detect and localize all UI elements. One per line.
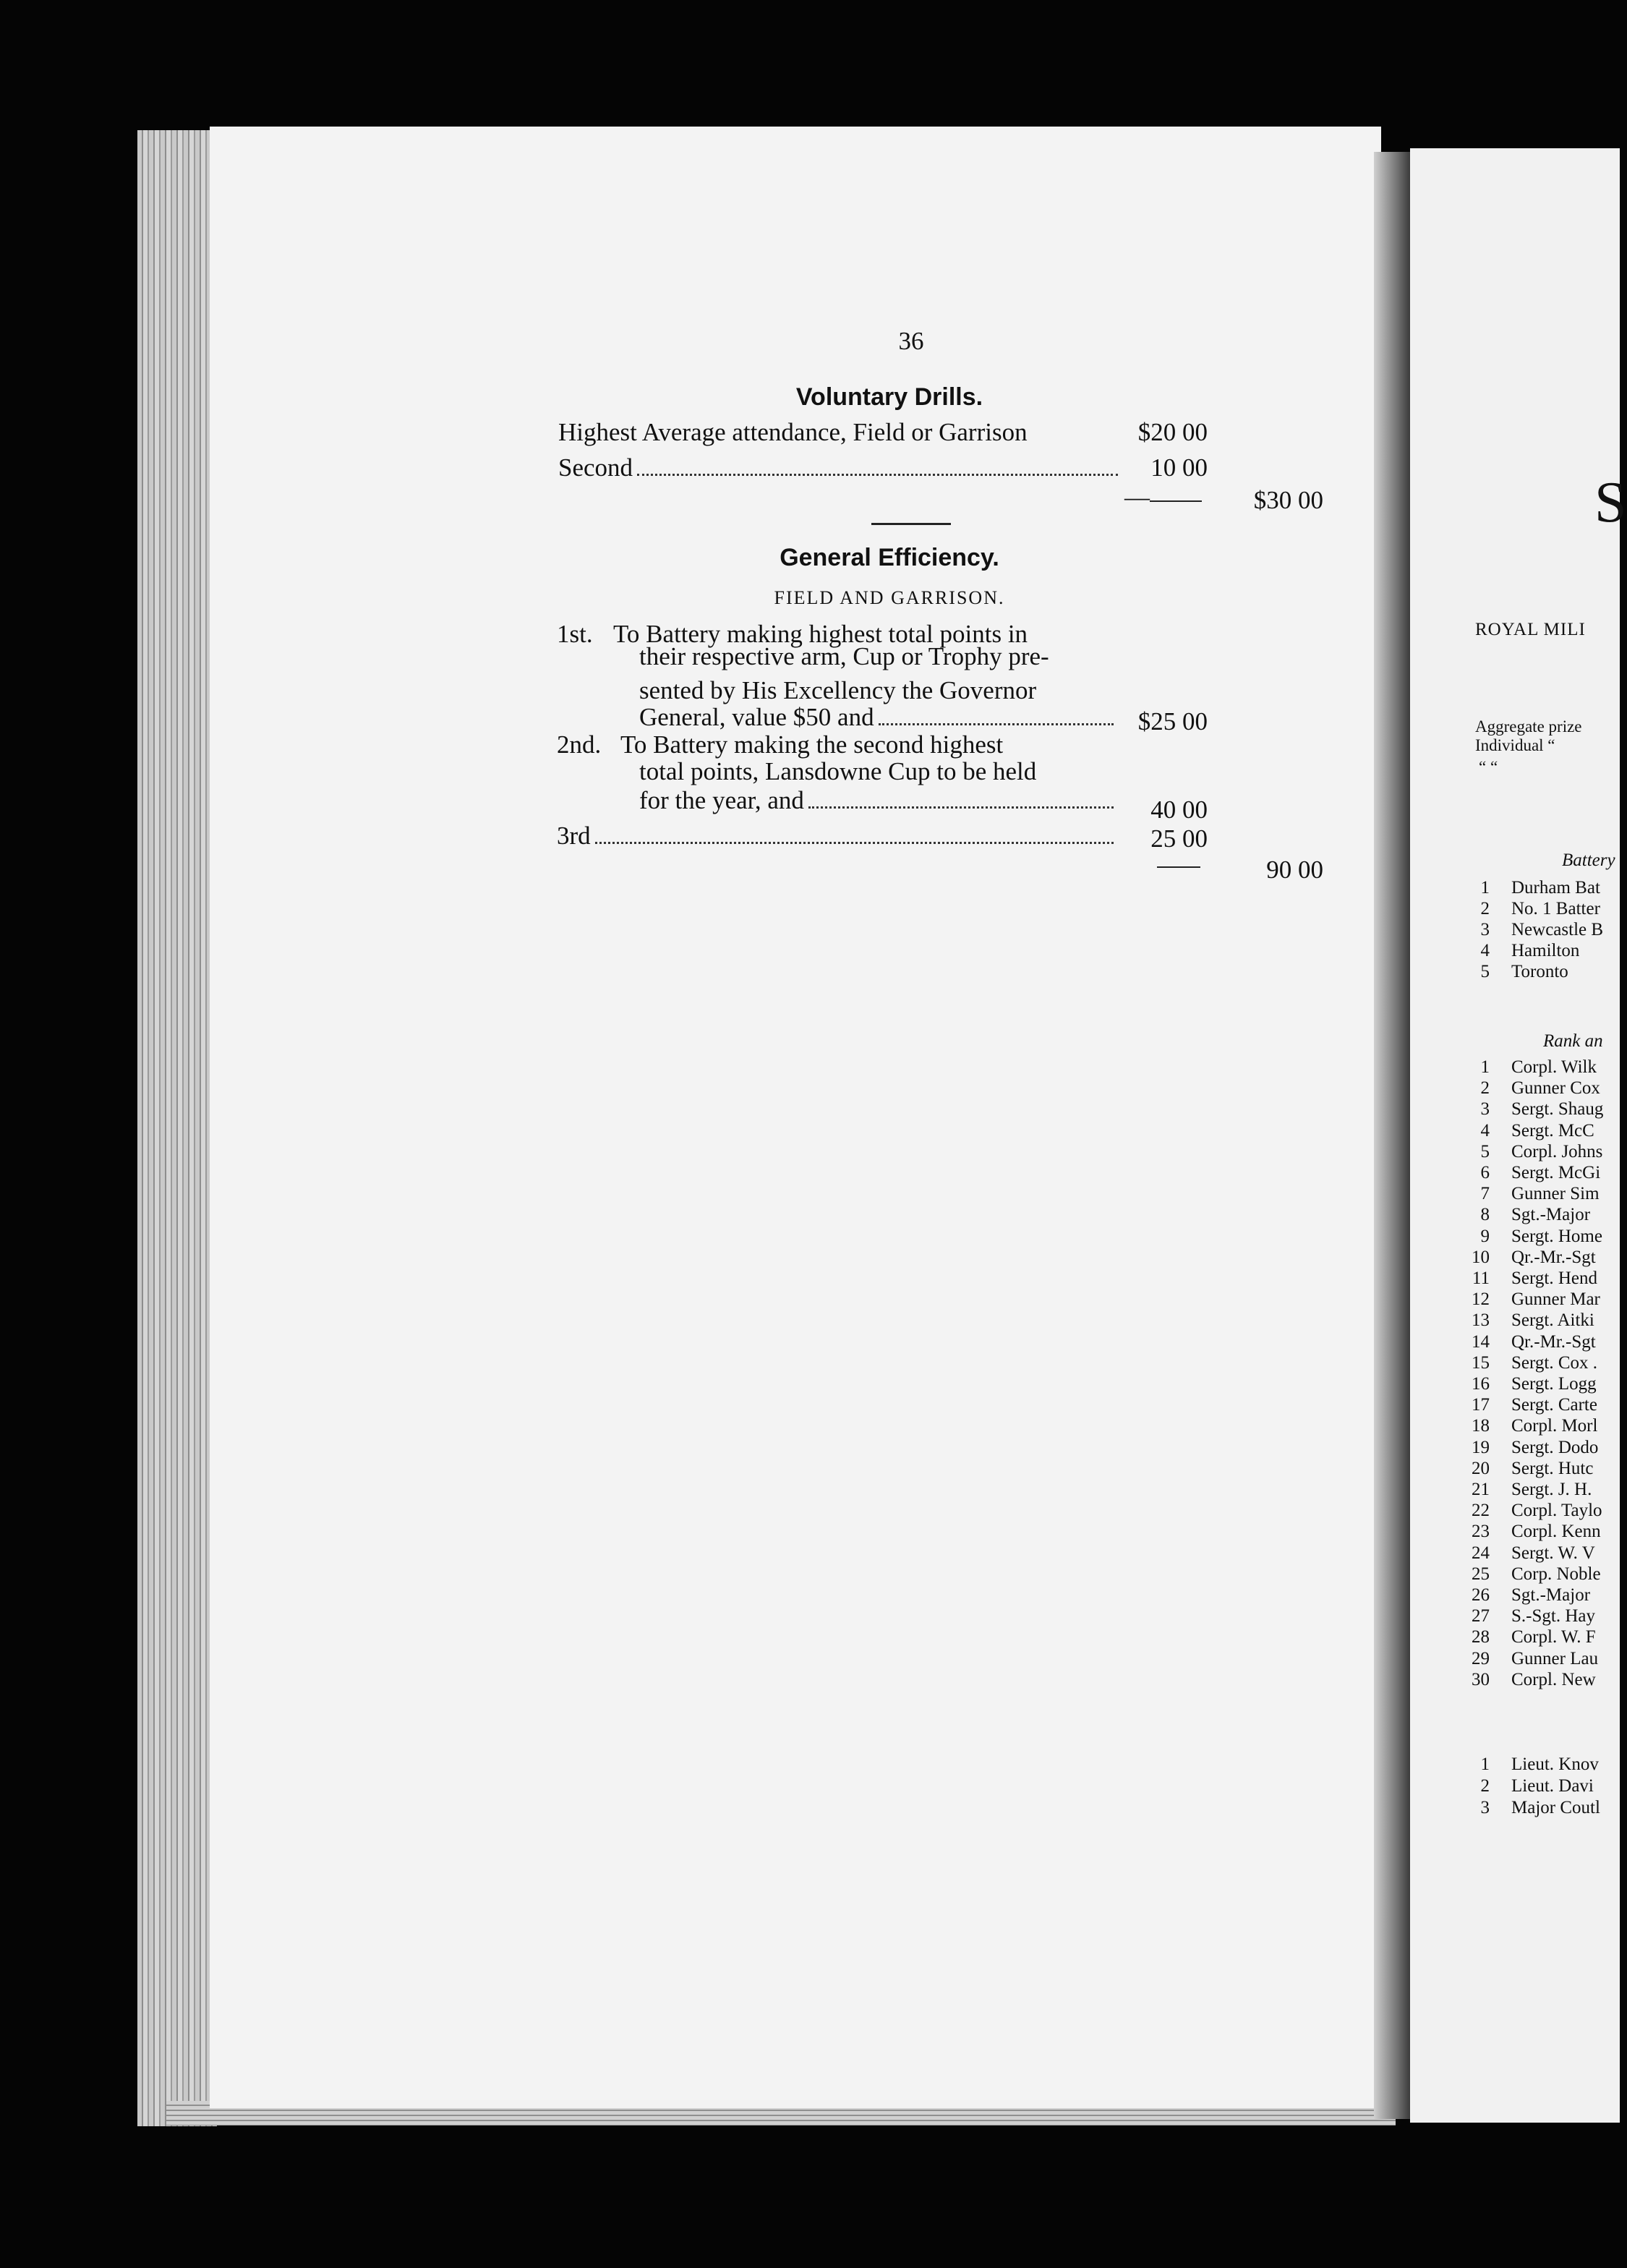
row-name: Sgt.-Major <box>1511 1585 1591 1605</box>
page-number: 36 <box>898 327 924 355</box>
second-line-1: To Battery making the second highest <box>620 730 1004 759</box>
first-line-2: their respective arm, Cup or Trophy pre- <box>639 642 1049 670</box>
aggregate-prize-label: Aggregate prize <box>1475 717 1582 736</box>
right-page-heading: ROYAL MILI <box>1475 620 1586 639</box>
second-amount: 10 00 <box>1150 453 1208 482</box>
row-name: Gunner Cox <box>1511 1078 1600 1099</box>
row-name: Major Coutl <box>1511 1798 1600 1817</box>
attendance-line: Highest Average attendance, Field or Garrison <box>558 418 1028 446</box>
row-number: 5 <box>1480 962 1490 981</box>
second-line-3 <box>639 786 1118 815</box>
second-line <box>558 453 1122 482</box>
row-name: Sergt. Aitki <box>1511 1310 1594 1331</box>
row-number: 20 <box>1472 1458 1490 1478</box>
row-number: 21 <box>1472 1480 1490 1499</box>
row-number: 2 <box>1480 899 1490 918</box>
row-number: 12 <box>1472 1289 1490 1310</box>
row-name: Sergt. Hend <box>1511 1269 1597 1288</box>
row-number: 6 <box>1480 1163 1490 1182</box>
row-number: 19 <box>1472 1437 1490 1457</box>
second-line-2: total points, Lansdowne Cup to be held <box>639 757 1037 785</box>
row-number: 22 <box>1472 1501 1490 1521</box>
row-name: No. 1 Batter <box>1511 899 1600 918</box>
dot-leader <box>879 723 1114 725</box>
first-amount: $25 00 <box>1137 707 1208 736</box>
row-number: 23 <box>1472 1522 1490 1542</box>
row-number: 5 <box>1480 1141 1490 1161</box>
row-number: 29 <box>1472 1648 1490 1668</box>
row-name: Sergt. Logg <box>1511 1374 1597 1394</box>
row-name: Durham Bat <box>1511 878 1600 898</box>
row-number: 15 <box>1472 1352 1490 1373</box>
row-number: 2 <box>1480 1078 1490 1099</box>
row-number: 3 <box>1480 1099 1490 1120</box>
row-name: Hamilton <box>1511 941 1580 960</box>
attendance-amount: $20 00 <box>1137 418 1208 446</box>
general-efficiency-title: General Efficiency. <box>780 544 999 571</box>
row-number: 3 <box>1480 920 1490 939</box>
row-name: Qr.-Mr.-Sgt <box>1511 1247 1596 1267</box>
row-number: 7 <box>1480 1184 1490 1204</box>
row-name: Corpl. New <box>1511 1669 1596 1689</box>
row-number: 1 <box>1480 1755 1490 1774</box>
row-name: Sergt. Dodo <box>1511 1437 1599 1457</box>
row-number: 3 <box>1480 1798 1490 1817</box>
first-number: 1st. <box>557 620 593 648</box>
third-label: 3rd <box>557 822 591 850</box>
first-line-4 <box>639 703 1118 732</box>
individual-label: Individual “ <box>1475 736 1555 754</box>
row-number: 2 <box>1480 1776 1490 1796</box>
voluntary-drills-title: Voluntary Drills. <box>795 383 983 411</box>
row-number: 24 <box>1472 1543 1490 1563</box>
dash-mark: — <box>1124 483 1150 511</box>
right-page-large-letter: S <box>1594 471 1627 534</box>
ditto-marks: “ “ <box>1479 758 1498 776</box>
dot-leader <box>808 806 1114 809</box>
row-number: 1 <box>1480 878 1490 898</box>
third-amount: 25 00 <box>1150 824 1208 853</box>
book-gutter <box>1374 152 1410 2119</box>
general-efficiency-total: 90 00 <box>1266 856 1323 884</box>
field-garrison-subtitle: FIELD AND GARRISON. <box>774 587 1005 608</box>
row-number: 10 <box>1472 1247 1490 1267</box>
row-name: Corpl. W. F <box>1511 1627 1596 1647</box>
voluntary-drills-total: $30 00 <box>1253 486 1323 514</box>
row-number: 4 <box>1480 1120 1490 1141</box>
row-number: 28 <box>1472 1627 1490 1647</box>
dot-leader <box>595 842 1114 844</box>
row-number: 17 <box>1472 1395 1490 1415</box>
battery-column-head: Battery <box>1562 850 1615 870</box>
row-name: Lieut. Davi <box>1511 1776 1594 1796</box>
row-name: Sergt. Home <box>1511 1226 1602 1246</box>
row-name: Sergt. McC <box>1511 1120 1594 1141</box>
row-number: 9 <box>1480 1226 1490 1246</box>
row-number: 18 <box>1472 1416 1490 1436</box>
row-name: Corpl. Wilk <box>1511 1057 1597 1077</box>
row-name: Corpl. Morl <box>1511 1416 1598 1436</box>
first-line-3: sented by His Excellency the Governor <box>639 676 1037 704</box>
row-name: Corpl. Taylo <box>1511 1501 1602 1521</box>
row-number: 27 <box>1472 1606 1490 1627</box>
row-name: Gunner Lau <box>1511 1648 1599 1668</box>
second-prize-amount: 40 00 <box>1150 796 1208 824</box>
row-name: Lieut. Knov <box>1511 1755 1599 1774</box>
row-number: 1 <box>1480 1057 1490 1077</box>
row-number: 26 <box>1472 1585 1490 1605</box>
row-name: Sgt.-Major <box>1511 1205 1591 1225</box>
row-name: Corpl. Johns <box>1511 1141 1603 1161</box>
first-line-4-label: General, value $50 and <box>639 703 874 731</box>
row-name: Corpl. Kenn <box>1511 1522 1601 1542</box>
row-number: 16 <box>1472 1374 1490 1394</box>
row-name: Newcastle B <box>1511 920 1604 939</box>
row-name: Sergt. Hutc <box>1511 1458 1594 1478</box>
row-name: Qr.-Mr.-Sgt <box>1511 1331 1596 1352</box>
row-number: 4 <box>1480 941 1490 960</box>
row-name: Sergt. Carte <box>1511 1395 1597 1415</box>
row-name: Sergt. Cox . <box>1511 1352 1597 1373</box>
section-divider <box>871 523 951 525</box>
row-number: 8 <box>1480 1205 1490 1225</box>
row-name: Toronto <box>1511 962 1568 981</box>
row-number: 11 <box>1472 1269 1490 1288</box>
row-number: 30 <box>1472 1669 1490 1689</box>
row-name: S.-Sgt. Hay <box>1511 1606 1595 1627</box>
row-name: Gunner Mar <box>1511 1289 1600 1310</box>
second-line-3-label: for the year, and <box>639 786 804 814</box>
row-number: 14 <box>1472 1331 1490 1352</box>
row-name: Sergt. Shaug <box>1511 1099 1604 1120</box>
row-name: Sergt. W. V <box>1511 1543 1595 1563</box>
row-number: 13 <box>1472 1310 1490 1331</box>
book-edge-left <box>137 130 217 2126</box>
row-number: 25 <box>1472 1564 1490 1584</box>
second-number: 2nd. <box>557 730 602 759</box>
first-line-1: To Battery making highest total points in <box>613 620 1028 648</box>
row-name: Sergt. J. H. <box>1511 1480 1592 1499</box>
second-label: Second <box>558 453 633 482</box>
row-name: Sergt. McGi <box>1511 1163 1601 1182</box>
row-name: Gunner Sim <box>1511 1184 1600 1204</box>
row-name: Corp. Noble <box>1511 1564 1601 1584</box>
rank-column-head: Rank an <box>1543 1031 1603 1051</box>
third-line <box>557 822 1118 850</box>
dot-leader <box>637 474 1118 476</box>
